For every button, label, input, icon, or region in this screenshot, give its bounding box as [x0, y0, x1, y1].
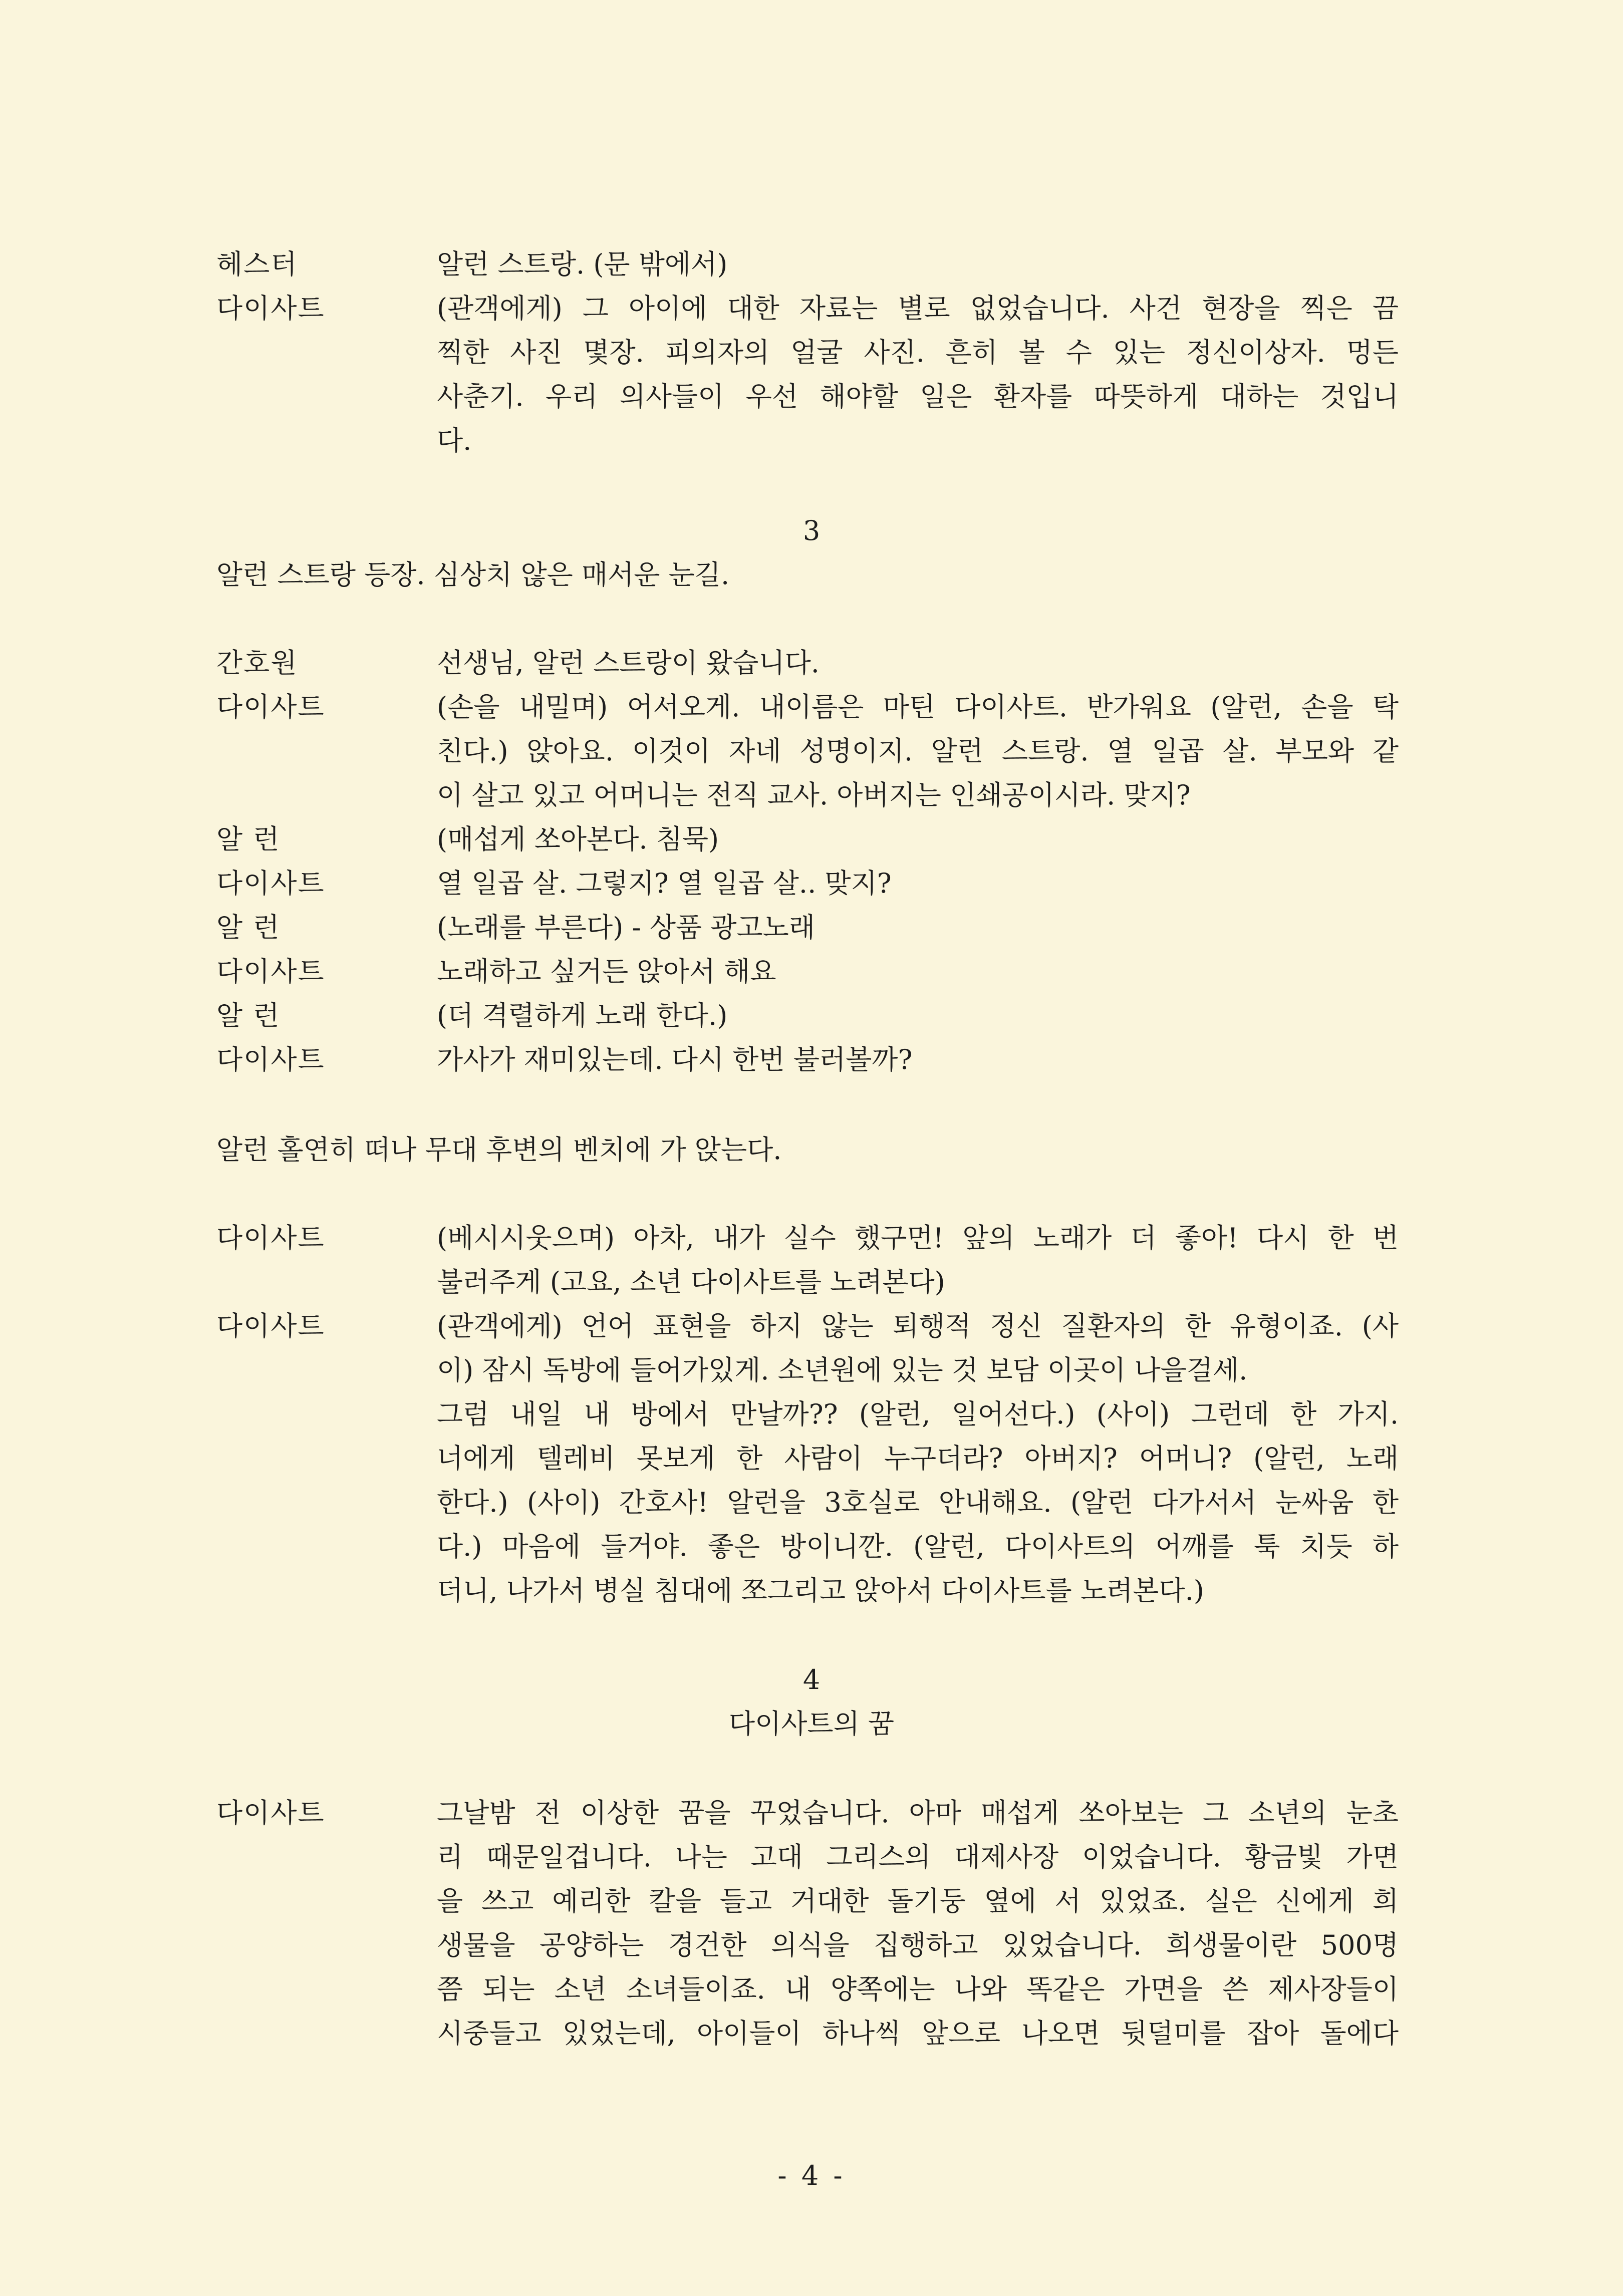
- dialogue-text: (베시시웃으며) 아차, 내가 실수 했구먼! 앞의 노래가 더 좋아! 다시 한 번: [437, 1222, 1399, 1254]
- speaker-name: 다이사트: [216, 1310, 325, 1342]
- dialogue-text: 이 살고 있고 어머니는 전직 교사. 아버지는 인쇄공이시라. 맞지?: [437, 779, 1191, 811]
- dialogue-text: 찍한 사진 몇장. 피의자의 얼굴 사진. 흔히 볼 수 있는 정신이상자. 멍든: [437, 337, 1399, 368]
- dialogue-text: 노래하고 싶거든 앉아서 해요: [437, 956, 776, 987]
- scene-title: 다이사트의 꿈: [728, 1708, 895, 1740]
- dialogue-text: 생물을 공양하는 경건한 의식을 집행하고 있었습니다. 희생물이란 500명: [437, 1929, 1399, 1961]
- speaker-name: 다이사트: [216, 293, 325, 324]
- dialogue-text: 그날밤 전 이상한 꿈을 꾸었습니다. 아마 매섭게 쏘아보는 그 소년의 눈초: [437, 1797, 1399, 1829]
- dialogue-text: (관객에게) 그 아이에 대한 자료는 별로 없었습니다. 사건 현장을 찍은 끔: [437, 293, 1399, 324]
- dialogue-text: (더 격렬하게 노래 한다.): [437, 1000, 728, 1031]
- dialogue-text: 사춘기. 우리 의사들이 우선 해야할 일은 환자를 따뜻하게 대하는 것입니: [437, 381, 1399, 412]
- speaker-name: 다이사트: [216, 691, 325, 723]
- speaker-name: 간호원: [216, 647, 298, 679]
- dialogue-text: 쯤 되는 소년 소녀들이죠. 내 양쪽에는 나와 똑같은 가면을 쓴 제사장들이: [437, 1973, 1399, 2005]
- dialogue-text: 친다.) 앉아요. 이것이 자네 성명이지. 알런 스트랑. 열 일곱 살. 부모와 같: [437, 735, 1399, 767]
- speaker-name: 알 런: [216, 823, 281, 855]
- speaker-name: 다이사트: [216, 956, 325, 987]
- dialogue-text: 그럼 내일 내 방에서 만날까?? (알런, 일어선다.) (사이) 그런데 한 가지.: [437, 1398, 1399, 1430]
- dialogue-text: 다.: [437, 425, 472, 456]
- speaker-name: 알 런: [216, 1000, 281, 1031]
- dialogue-text: 을 쓰고 예리한 칼을 들고 거대한 돌기둥 옆에 서 있었죠. 실은 신에게 희: [437, 1885, 1399, 1917]
- dialogue-text: 불러주게 (고요, 소년 다이사트를 노려본다): [437, 1266, 945, 1298]
- dialogue-text: 가사가 재미있는데. 다시 한번 불러볼까?: [437, 1044, 913, 1075]
- speaker-name: 다이사트: [216, 1222, 325, 1254]
- stage-direction: 알런 홀연히 떠나 무대 후변의 벤치에 가 앉는다.: [216, 1134, 782, 1166]
- speaker-name: 다이사트: [216, 868, 325, 899]
- dialogue-text: 열 일곱 살. 그렇지? 열 일곱 살.. 맞지?: [437, 868, 892, 899]
- dialogue-text: 이) 잠시 독방에 들어가있게. 소년원에 있는 것 보담 이곳이 나을걸세.: [437, 1354, 1248, 1386]
- speaker-name: 다이사트: [216, 1044, 325, 1075]
- dialogue-text: 알런 스트랑. (문 밖에서): [437, 248, 728, 280]
- dialogue-text: (관객에게) 언어 표현을 하지 않는 퇴행적 정신 질환자의 한 유형이죠. (사: [437, 1310, 1399, 1342]
- dialogue-text: 선생님, 알런 스트랑이 왔습니다.: [437, 647, 820, 679]
- scene-number: 3: [802, 515, 821, 546]
- dialogue-text: (노래를 부른다) - 상품 광고노래: [437, 912, 816, 943]
- scene-number: 4: [802, 1664, 821, 1695]
- speaker-name: 헤스터: [216, 248, 298, 280]
- dialogue-text: 더니, 나가서 병실 침대에 쪼그리고 앉아서 다이사트를 노려본다.): [437, 1575, 1204, 1606]
- speaker-name: 알 런: [216, 912, 281, 943]
- dialogue-text: 한다.) (사이) 간호사! 알런을 3호실로 안내해요. (알런 다가서서 눈싸움 한: [437, 1487, 1399, 1518]
- dialogue-text: 너에게 텔레비 못보게 한 사람이 누구더라? 아버지? 어머니? (알런, 노래: [437, 1443, 1399, 1474]
- dialogue-text: (매섭게 쏘아본다. 침묵): [437, 823, 719, 855]
- stage-direction: 알런 스트랑 등장. 심상치 않은 매서운 눈길.: [216, 559, 730, 591]
- dialogue-text: 시중들고 있었는데, 아이들이 하나씩 앞으로 나오면 뒷덜미를 잡아 돌에다: [437, 2018, 1399, 2049]
- page-number: - 4 -: [777, 2160, 846, 2191]
- dialogue-text: (손을 내밀며) 어서오게. 내이름은 마틴 다이사트. 반가워요 (알런, 손을 탁: [437, 691, 1399, 723]
- speaker-name: 다이사트: [216, 1797, 325, 1829]
- dialogue-text: 다.) 마음에 들거야. 좋은 방이니깐. (알런, 다이사트의 어깨를 툭 치듯 하: [437, 1531, 1399, 1562]
- dialogue-text: 리 때문일겁니다. 나는 고대 그리스의 대제사장 이었습니다. 황금빛 가면: [437, 1841, 1399, 1873]
